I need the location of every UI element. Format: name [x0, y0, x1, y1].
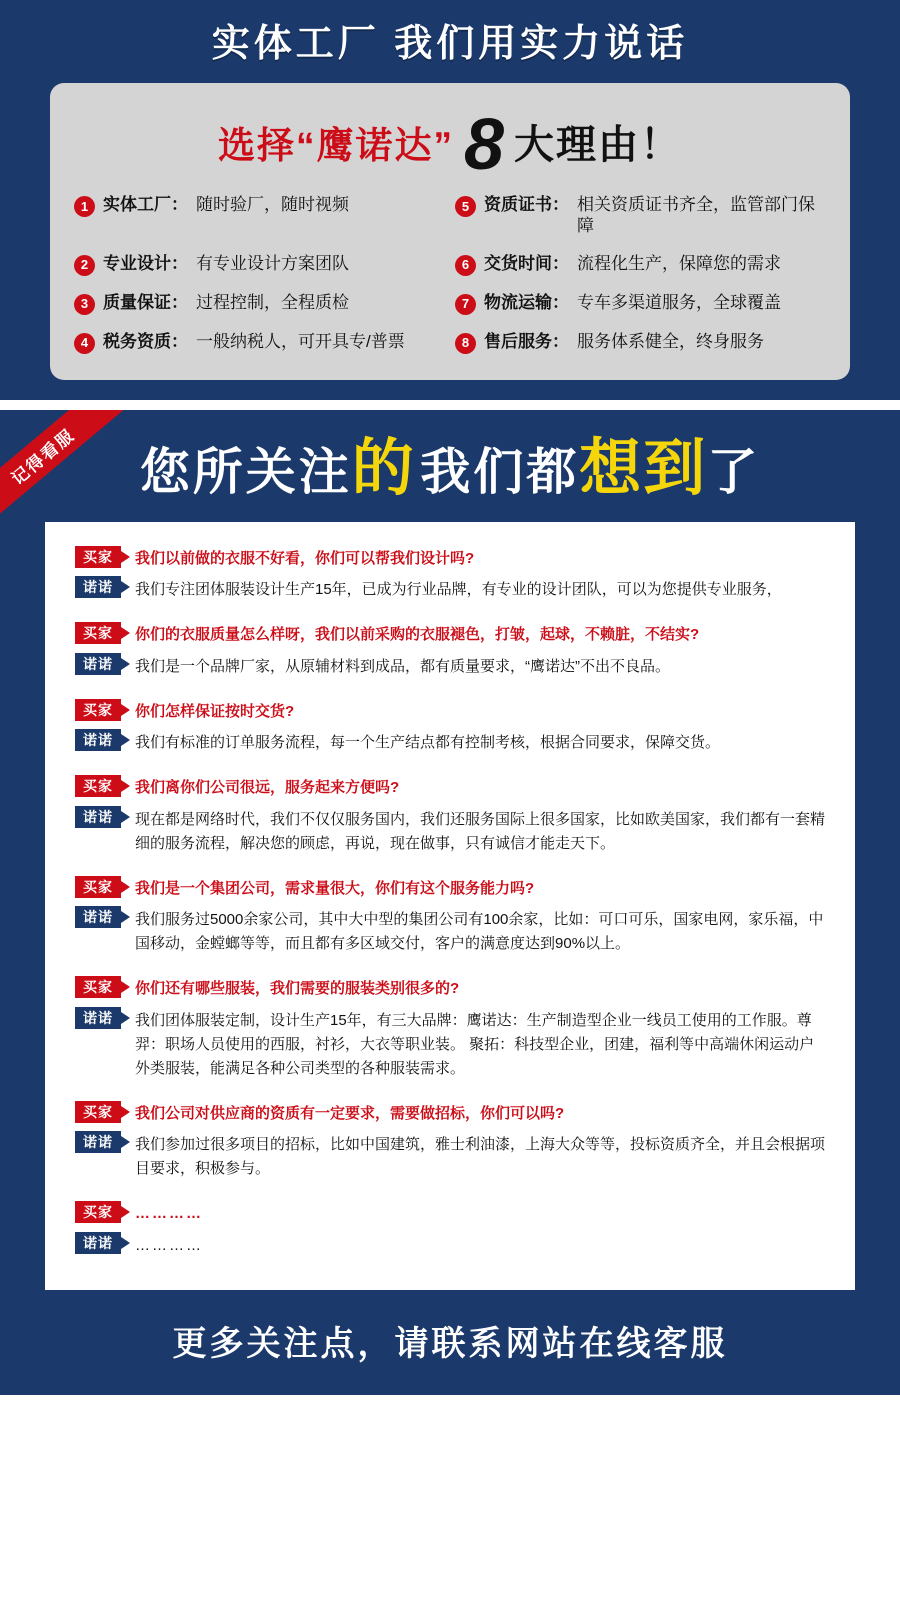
- reason-key: 交货时间：: [484, 253, 569, 273]
- qa-answer-line: [75, 1131, 825, 1181]
- qa-title-part1: 您所关注: [139, 443, 352, 500]
- qa-answer-line: [75, 1232, 825, 1258]
- answer-text: 我们专注团体服装设计生产15年，已成为行业品牌，有专业的设计团队，可以为您提供专业服务，: [135, 581, 782, 599]
- reason-key: 税务资质：: [103, 331, 188, 351]
- reason-number-badge: 6: [455, 255, 476, 276]
- qa-answer-line: [75, 729, 825, 755]
- reply-tag-label: 诺诺: [83, 1134, 113, 1151]
- reason-key: 售后服务：: [484, 331, 569, 351]
- reason-item: [455, 292, 826, 315]
- reasons-section: [0, 0, 900, 400]
- reply-tag-label: 诺诺: [83, 655, 113, 672]
- qa-section: [0, 410, 900, 1290]
- reason-key: 专业设计：: [103, 253, 188, 273]
- reason-item: [455, 194, 826, 237]
- reply-tag: [75, 729, 121, 751]
- reason-number-badge: 1: [74, 196, 95, 217]
- qa-block: [75, 876, 825, 957]
- headline-left-text: 选择“鹰诺达”: [217, 124, 454, 166]
- reasons-headline: [74, 101, 826, 194]
- buyer-tag: [75, 1101, 121, 1123]
- reason-value: 随时验厂，随时视频: [196, 195, 349, 215]
- reply-tag: [75, 576, 121, 598]
- reply-tag: [75, 906, 121, 928]
- qa-question-line: [75, 1201, 825, 1226]
- qa-question-line: [75, 775, 825, 800]
- reason-value: 服务体系健全，终身服务: [577, 331, 764, 351]
- reason-value: 过程控制，全程质检: [196, 292, 349, 312]
- reason-item: [74, 292, 445, 315]
- qa-title-part2: 的: [351, 433, 416, 503]
- question-text: 我们以前做的衣服不好看，你们可以帮我们设计吗?: [135, 549, 475, 567]
- answer-text: 我们有标准的订单服务流程，每一个生产结点都有控制考核，根据合同要求，保障交货。: [135, 734, 721, 752]
- reason-number-badge: 3: [74, 294, 95, 315]
- answer-text: 我们参加过很多项目的招标，比如中国建筑，雅士利油漆，上海大众等等，投标资质齐全，并且会根据项目要求，积极参与。: [135, 1136, 826, 1178]
- qa-question-line: [75, 1101, 825, 1126]
- reason-item: [455, 331, 826, 354]
- reply-tag: [75, 806, 121, 828]
- answer-text: 我们是一个品牌厂家，从原辅材料到成品，都有质量要求，“鹰诺达”不出不良品。: [135, 657, 670, 675]
- question-text: 我们是一个集团公司，需求量很大，你们有这个服务能力吗?: [135, 879, 535, 897]
- answer-text: 我们团体服装定制，设计生产15年，有三大品牌：鹰诺达：生产制造型企业一线员工使用的工作服。尊羿：职场人员使用的西服，衬衫，大衣等职业装。 聚拓：科技型企业，团建，福利等中高端休闲运动户外类服装，能满足各种公司类型的各种服装需求。: [135, 1011, 815, 1077]
- qa-answer-line: [75, 906, 825, 956]
- buyer-tag-label: 买家: [83, 979, 113, 996]
- reason-item: [455, 253, 826, 276]
- qa-card: [45, 522, 855, 1290]
- qa-title-part3: 我们都: [420, 443, 580, 500]
- buyer-tag-label: 买家: [83, 701, 113, 718]
- qa-block: [75, 1201, 825, 1258]
- question-text: 我们离你们公司很远，服务起来方便吗?: [135, 779, 400, 797]
- reason-value: 流程化生产，保障您的需求: [577, 253, 781, 273]
- answer-text: 我们服务过5000余家公司，其中大中型的集团公司有100余家，比如：可口可乐，国家电网，家乐福，中国移动，金螳螂等等，而且都有多区域交付，客户的满意度达到90%以上。: [135, 911, 824, 953]
- reasons-banner-title: 实体工厂 我们用实力说话: [211, 23, 689, 65]
- qa-question-line: [75, 876, 825, 901]
- reason-number-badge: 8: [455, 333, 476, 354]
- buyer-tag: [75, 1201, 121, 1223]
- buyer-tag: [75, 622, 121, 644]
- footer-section: [0, 1290, 900, 1395]
- reply-tag-label: 诺诺: [83, 579, 113, 596]
- reason-number-badge: 7: [455, 294, 476, 315]
- reply-tag-label: 诺诺: [83, 808, 113, 825]
- headline-right-text: 大理由！: [514, 123, 683, 168]
- buyer-tag: [75, 546, 121, 568]
- buyer-tag-label: 买家: [83, 625, 113, 642]
- reason-key: 实体工厂：: [103, 195, 188, 215]
- buyer-tag: [75, 976, 121, 998]
- reason-key: 物流运输：: [484, 292, 569, 312]
- qa-title: [0, 410, 900, 522]
- section-divider: [0, 400, 900, 410]
- reason-value: 有专业设计方案团队: [196, 253, 349, 273]
- qa-block: [75, 699, 825, 756]
- buyer-tag-label: 买家: [83, 878, 113, 895]
- qa-block: [75, 976, 825, 1081]
- reason-item: [74, 194, 445, 237]
- question-text: 你们的衣服质量怎么样呀，我们以前采购的衣服褪色，打皱，起球，不赖脏，不结实?: [135, 626, 700, 644]
- reply-tag-label: 诺诺: [83, 1234, 113, 1251]
- qa-question-line: [75, 976, 825, 1001]
- buyer-tag-label: 买家: [83, 1103, 113, 1120]
- buyer-tag-label: 买家: [83, 548, 113, 565]
- question-text: 你们怎样保证按时交货?: [135, 702, 295, 720]
- answer-text: 现在都是网络时代，我们不仅仅服务国内，我们还服务国际上很多国家，比如欧美国家，我们都有一套精细的服务流程，解决您的顾虑，再说，现在做事，只有诚信才能走天下。: [135, 810, 826, 852]
- buyer-tag: [75, 775, 121, 797]
- reason-value: 专车多渠道服务，全球覆盖: [577, 292, 781, 312]
- qa-question-line: [75, 546, 825, 571]
- reply-tag: [75, 1007, 121, 1029]
- reason-key: 质量保证：: [103, 292, 188, 312]
- qa-title-part4: 想到: [579, 433, 708, 503]
- reason-item: [74, 253, 445, 276]
- reason-item: [74, 331, 445, 354]
- buyer-tag: [75, 876, 121, 898]
- reason-key: 资质证书：: [484, 195, 569, 215]
- reason-number-badge: 2: [74, 255, 95, 276]
- qa-question-line: [75, 699, 825, 724]
- buyer-tag-label: 买家: [83, 778, 113, 795]
- answer-text: …………: [135, 1236, 203, 1254]
- reply-tag: [75, 1232, 121, 1254]
- qa-block: [75, 546, 825, 603]
- qa-answer-line: [75, 1007, 825, 1081]
- qa-answer-line: [75, 653, 825, 679]
- reply-tag-label: 诺诺: [83, 1009, 113, 1026]
- qa-block: [75, 1101, 825, 1182]
- buyer-tag: [75, 699, 121, 721]
- reason-number-badge: 5: [455, 196, 476, 217]
- qa-title-part5: 了: [707, 443, 761, 500]
- reasons-grid: [74, 194, 826, 354]
- reason-value: 一般纳税人，可开具专/普票: [196, 331, 405, 351]
- question-text: 我们公司对供应商的资质有一定要求，需要做招标，你们可以吗?: [135, 1104, 565, 1122]
- reply-tag-label: 诺诺: [83, 732, 113, 749]
- reply-tag-label: 诺诺: [83, 909, 113, 926]
- qa-answer-line: [75, 806, 825, 856]
- qa-answer-line: [75, 576, 825, 602]
- corner-ribbon-label: 记得看服: [0, 410, 130, 530]
- buyer-tag-label: 买家: [83, 1204, 113, 1221]
- headline-number: 8: [463, 105, 505, 186]
- reason-value: 相关资质证书齐全，监管部门保障: [577, 195, 815, 236]
- qa-block: [75, 622, 825, 679]
- reply-tag: [75, 1131, 121, 1153]
- reply-tag: [75, 653, 121, 675]
- reasons-card: [50, 83, 850, 379]
- question-text: …………: [135, 1205, 203, 1223]
- question-text: 你们还有哪些服装，我们需要的服装类别很多的?: [135, 980, 460, 998]
- reason-number-badge: 4: [74, 333, 95, 354]
- footer-text: 更多关注点，请联系网站在线客服: [172, 1324, 728, 1363]
- qa-block: [75, 775, 825, 856]
- qa-question-line: [75, 622, 825, 647]
